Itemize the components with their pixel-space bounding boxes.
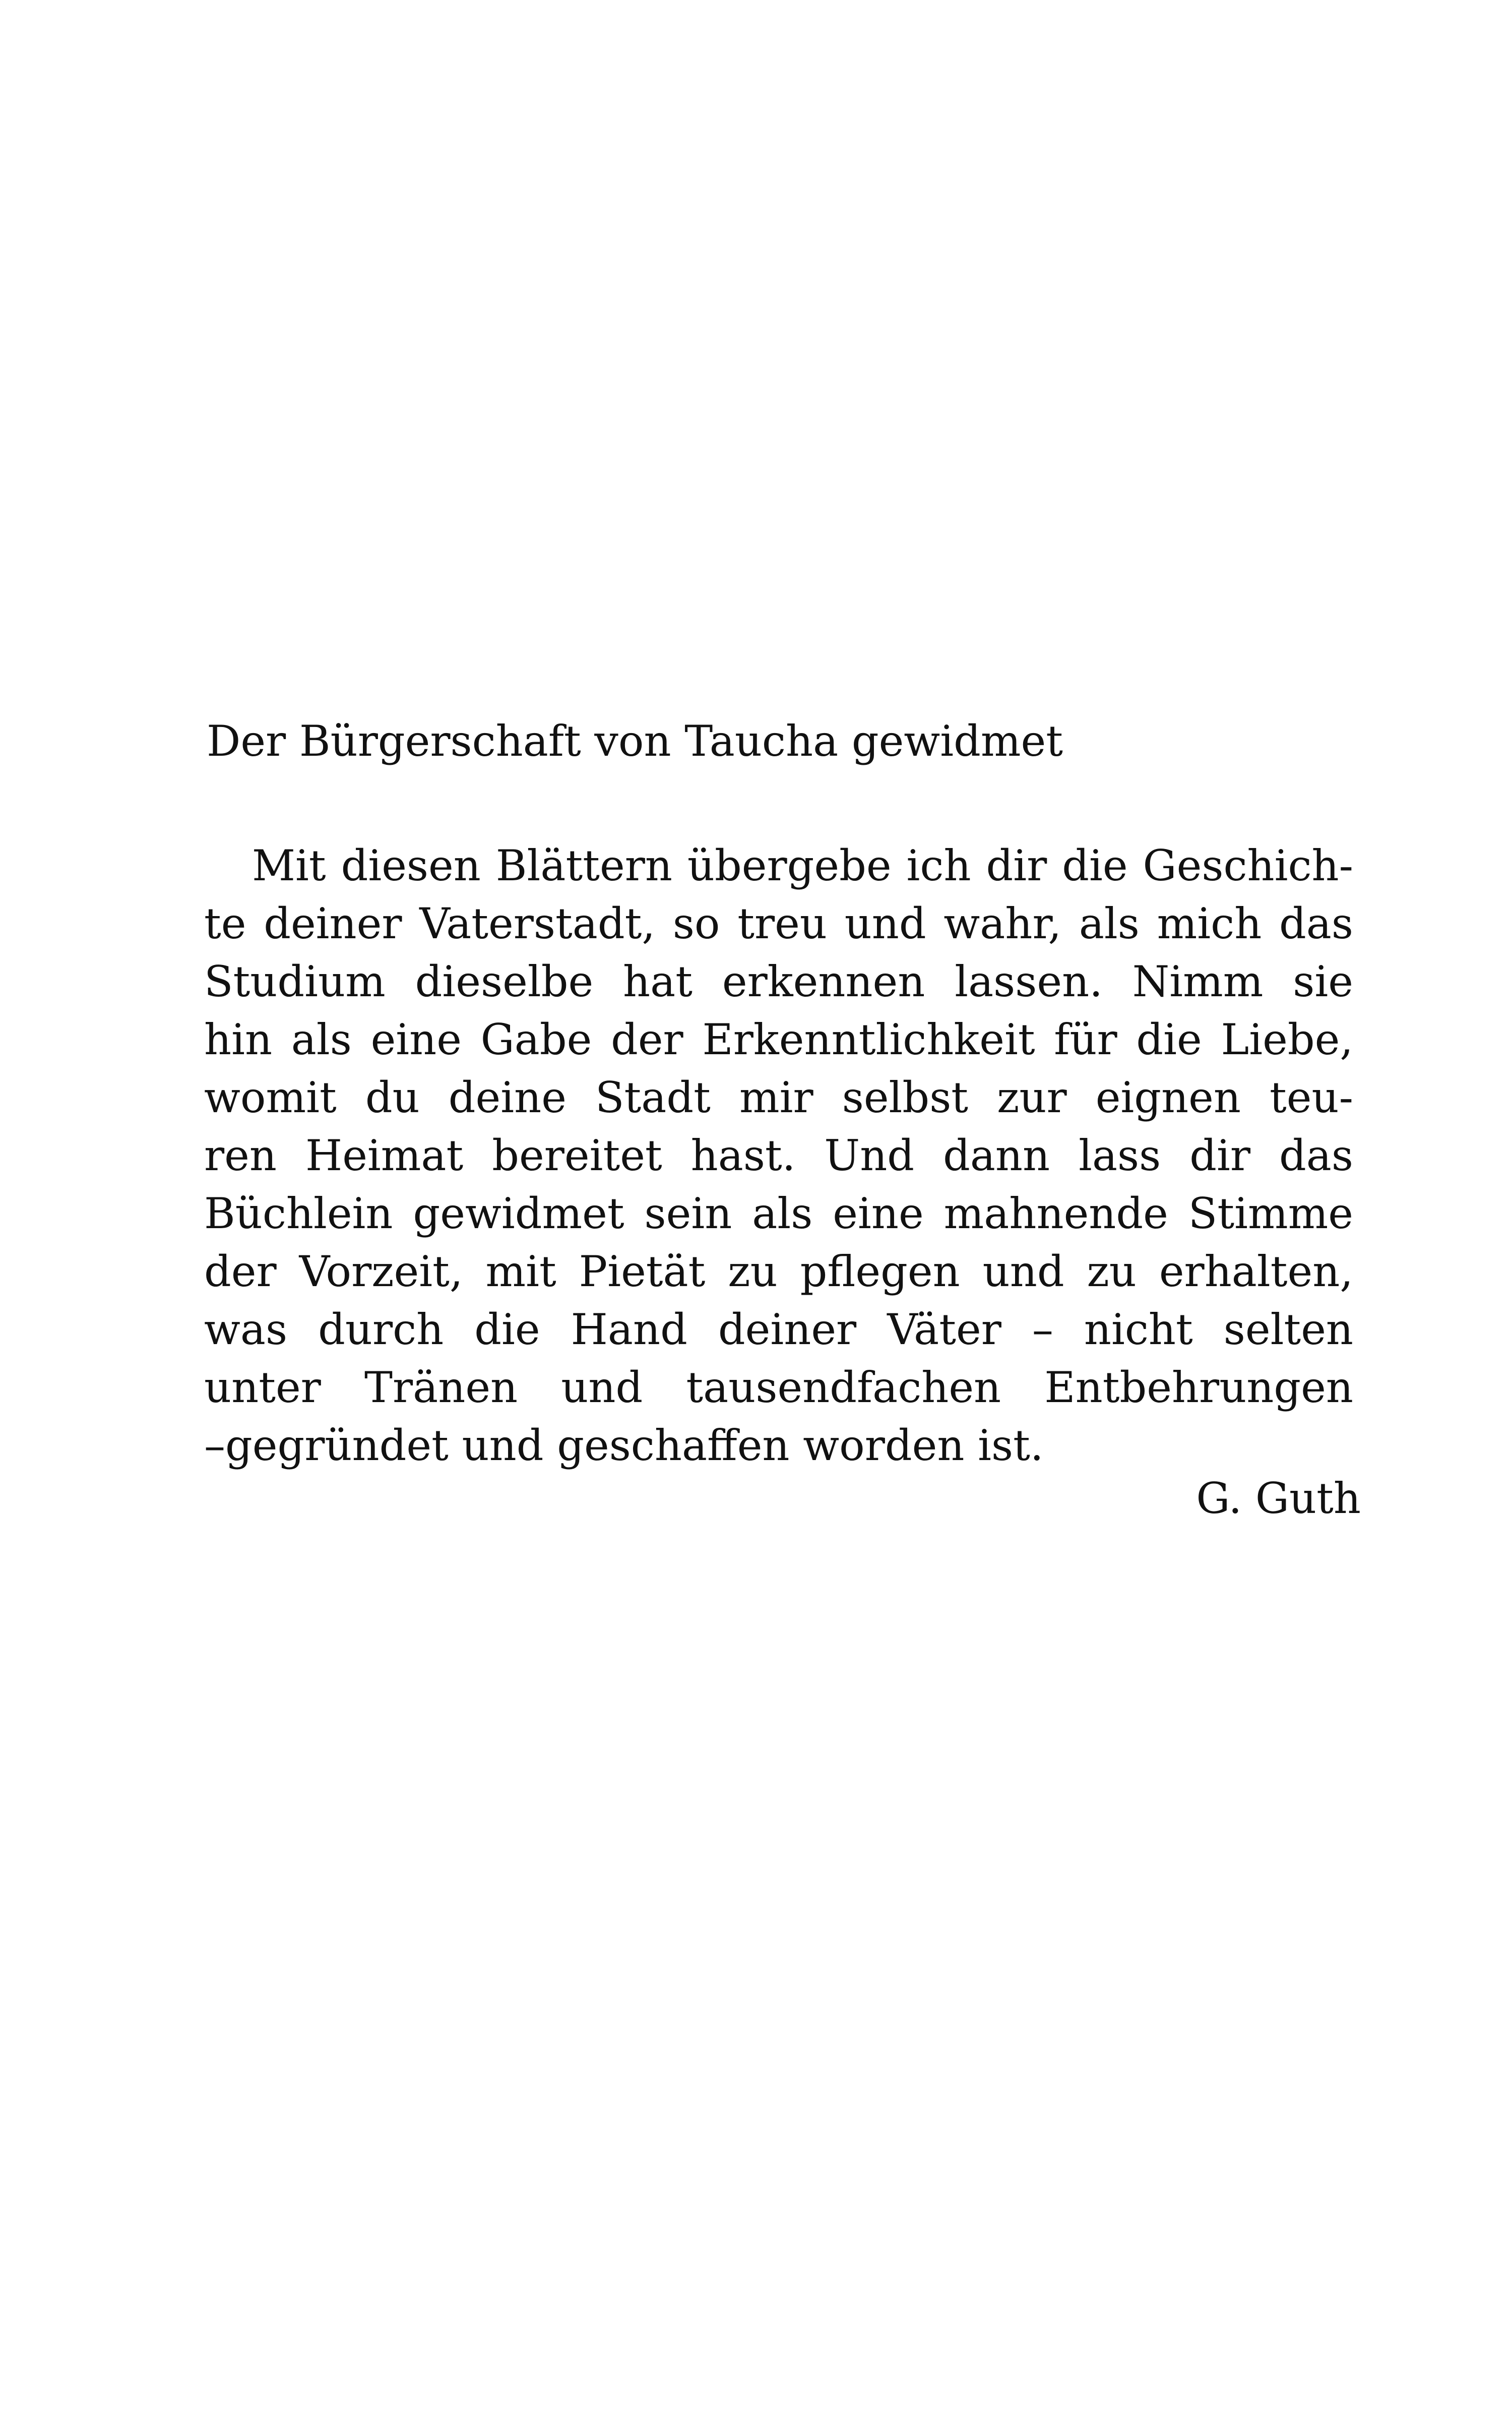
dedication-line: Büchlein gewidmet sein als eine mahnende Stimme: [204, 1189, 1353, 1238]
dedication-line: ren Heimat bereitet hast. Und dann lass dir das: [204, 1131, 1353, 1180]
dedication-line: hin als eine Gabe der Erkenntlichkeit für die Liebe,: [204, 1015, 1353, 1064]
dedication-line: was durch die Hand deiner Väter – nicht selten: [204, 1305, 1353, 1354]
dedication-line: –gegründet und geschaffen worden ist.: [204, 1421, 1044, 1470]
dedication-line: womit du deine Stadt mir selbst zur eignen teu-: [204, 1073, 1353, 1122]
dedication-line: te deiner Vaterstadt, so treu und wahr, als mich das: [204, 899, 1353, 948]
dedication-line: unter Tränen und tausendfachen Entbehrungen: [204, 1363, 1353, 1412]
dedication-line: Studium dieselbe hat erkennen lassen. Nimm sie: [204, 957, 1353, 1006]
author-signature: G. Guth: [1196, 1474, 1361, 1523]
dedication-text: [204, 837, 1353, 1475]
dedication-line: Mit diesen Blättern übergebe ich dir die Geschich-: [252, 841, 1353, 890]
dedication-line: der Vorzeit, mit Pietät zu pflegen und zu erhalten,: [204, 1247, 1353, 1296]
dedication-heading: Der Bürgerschaft von Taucha gewidmet: [207, 716, 1063, 766]
